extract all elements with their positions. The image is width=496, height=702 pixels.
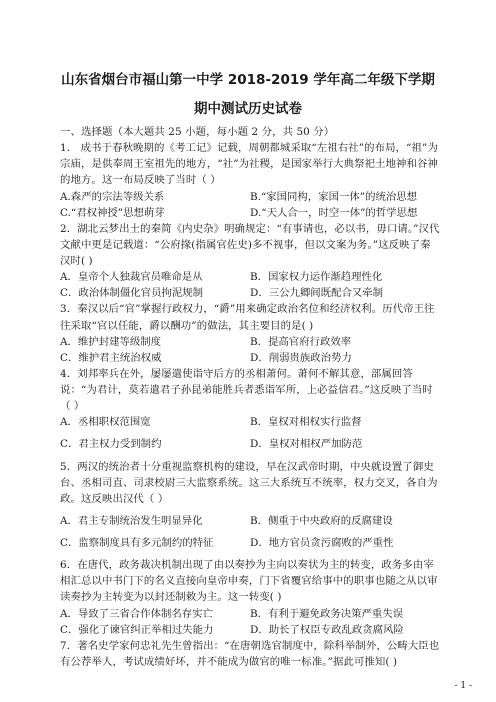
option-b: B．皇权对相权实行监督 (250, 416, 362, 429)
question-3-options-row1 (60, 334, 440, 350)
option-b: B．有利于避免政务决策严重失误 (250, 607, 404, 620)
option-d: D．削弱贵族政治势力 (250, 351, 352, 364)
question-5-stem: 5．两汉的统治者十分重视监察机构的建设，早在汉武帝时期，中央就设置了御史台、丞相司直、司隶校尉三大监察系统。这三大系统互不统率，权力交叉，各自为政。这反映出汉代（ ） (60, 460, 438, 505)
option-b: B．侧重于中央政府的反腐建设 (250, 514, 393, 527)
option-a: A．君主专制统治发生明显异化 (60, 514, 203, 527)
question-3-options-row2 (60, 350, 440, 366)
exam-title-line2: 期中测试历史试卷 (194, 101, 302, 117)
question-3-stem: 3．秦汉以后“官”掌握行政权力，“爵”用来确定政治名位和经济权利。历代帝王往往采取“官以任能，爵以酬功”的做法，其主要目的是( ) (60, 303, 435, 332)
option-a: A.森严的宗法等级关系 (60, 190, 165, 203)
option-d: D．助长了权臣专政乱政贪腐风险 (250, 623, 404, 636)
option-b: B.“家国同构，家国一体”的统治思想 (250, 190, 418, 203)
question-5-options-row2 (60, 535, 440, 551)
question-4-options-row1 (60, 414, 440, 430)
question-4-stem: 4．刘邦率兵在外，屡屡遣使诣守后方的丞相萧何。萧何不解其意，部属回答说：“为君计，莫若遣君子孙昆弟能胜兵者悉诣军所，上必益信君。”这反映了当时（ ） (60, 367, 433, 413)
option-d: D．地方官员贪污腐败的严重性 (250, 537, 394, 549)
exam-title-line1: 山东省烟台市福山第一中学 2018-2019 学年高二年级下学期 (61, 72, 435, 88)
option-c: C．维护君主统治权威 (60, 351, 162, 364)
question-5-options-row1 (60, 513, 440, 529)
option-a: A．维护封建等级制度 (60, 335, 162, 348)
option-a: A．丞相职权范围宽 (60, 416, 151, 429)
option-c: C．君主权力受到制约 (60, 438, 162, 451)
option-b: B．国家权力运作渐趋理性化 (250, 271, 383, 284)
question-6-options-row1 (60, 606, 440, 622)
option-b: B．提高官府行政效率 (250, 335, 352, 348)
option-c: C.“君权神授”思想萌芽 (60, 206, 165, 219)
question-6-options-row2 (60, 622, 440, 638)
exam-body (60, 124, 440, 670)
option-d: D.“天人合一，时空一体”的哲学思想 (250, 206, 418, 219)
question-1-options-row1 (60, 189, 440, 205)
page-number: - 1 - (454, 681, 472, 692)
option-c: C．监察制度具有多元制约的特征 (60, 537, 214, 549)
question-2-options-row1 (60, 269, 440, 285)
question-1-options-row2 (60, 205, 440, 221)
option-c: C．政治体制僵化官员拘泥规制 (60, 287, 204, 300)
question-2-stem: 2．湖北云梦出土的秦简《内史杂》明确规定：“有事请也，必以书，毋口请。”汉代文献中更是记载道：“公府掾(指属官佐史)多不视事，但以文案为务。”这反映了秦汉时( ) (60, 222, 440, 267)
question-4-options-row2 (60, 436, 440, 452)
option-d: D．三公九卿间既配合又牵制 (250, 287, 384, 300)
option-d: D．皇权对相权严加防范 (250, 438, 363, 451)
option-a: A．皇帝个人独裁官员唯命是从 (60, 271, 203, 284)
section-heading: 一、选择题（本大题共 25 小题，每小题 2 分，共 50 分） (60, 126, 335, 138)
option-a: A．导致了三省合作体制名存实亡 (60, 607, 213, 620)
question-2-options-row2 (60, 285, 440, 301)
question-6-stem: 6．在唐代，政务裁决机制出现了由以奏抄为主向以奏状为主的转变，政务多由宰相汇总以中书门下的名义直接向皇帝申奏，门下省覆官给事中的职事也随之从以审读奏抄为主转变为以封还制敕为主。这一转变( ) (60, 559, 438, 604)
option-c: C．强化了谏官纠正举相过失能力 (60, 623, 214, 636)
question-1-stem: 1． 成书于春秋晚期的《考工记》记载，周朝都城采取“左祖右社”的布局，“祖”为宗庙，是供奉周王室祖先的地方，“社”为社稷，是国家举行大典祭祀土地神和谷神的地方。这一布局反映了当时（ ） (60, 142, 438, 187)
question-7-stem: 7．著名史学家何忠礼先生曾指出：“在唐朝选官制度中，除科举制外，公畴大臣也有公荐举人，考试成绩好坏，并不能成为做官的唯一标准。”据此可推知( ) (60, 639, 440, 668)
